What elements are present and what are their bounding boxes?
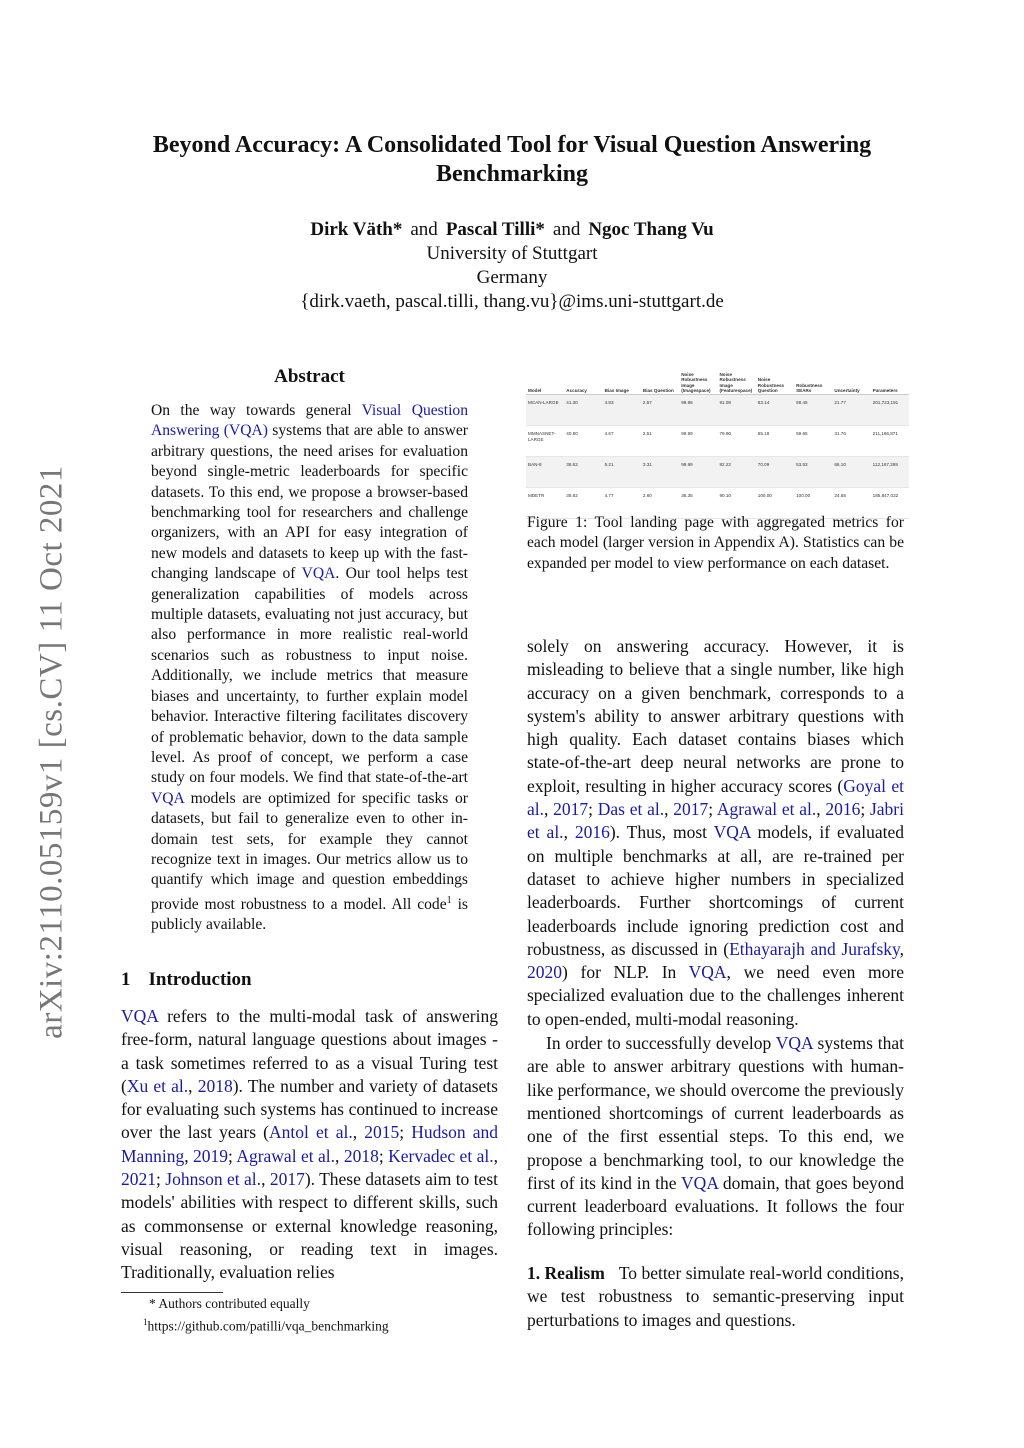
paragraph: VQA refers to the multi-modal task of answering free-form, natural language questions about images - a task sometimes referred to as a visual Turing test (Xu et al., 2018). The number and variety of datasets for evaluating such systems has continued to increase over the last years (Antol et al., 2015; Hudson and Manning, 2019; Agrawal et al., 2018; Kervadec et al., 2021; Johnson et al., 2017). These datasets aim to test models' abilities with respect to different skills, such as commonsense or external knowledge reasoning, visual reasoning, or reading text in images. Traditionally, evaluation relies (121, 1006, 499, 1283)
text: . Our tool helps test generalization capabilities of models across multiple datasets, evaluating not just accuracy, but also performance in more realistic real-world scenarios such as robustness to input noise. Additionally, we include metrics that measure biases and uncertainty, to further explain model behavior. Interactive filtering facilitates discovery of problematic behavior, down to the data sample level. As proof of concept, we perform a case study on four models. We find that state-of-the-art (151, 565, 468, 787)
paragraph (527, 1032, 904, 1242)
section-number: 1 (121, 969, 131, 990)
footnote-equal-contribution: * Authors contributed equally (149, 1296, 310, 1311)
column-header[interactable]: Model (526, 366, 564, 395)
citation-year-link[interactable]: 2017 (269, 1169, 305, 1190)
table-cell: 79.90 (717, 426, 755, 457)
table-cell: 201,723,191 (871, 395, 909, 426)
text: refers to the multi-modal task of answering free-form, natural language questions about images - a task sometimes referred to as a visual Turing test ( (121, 1006, 498, 1096)
table-cell: 99.99 (679, 457, 717, 488)
table-cell: 99.96 (679, 395, 717, 426)
table-cell: 100.00 (794, 488, 832, 519)
author-emails: {dirk.vaeth, pascal.tilli, thang.vu}@ims.uni-stuttgart.de (300, 291, 724, 312)
column-header[interactable]: Robustness SEARs (794, 366, 832, 395)
author-separator: and (552, 219, 581, 240)
table-row[interactable] (526, 426, 909, 457)
author-name: Ngoc Thang Vu (588, 219, 714, 240)
author-name: Pascal Tilli* (445, 219, 545, 240)
text: In order to successfully develop (546, 1033, 776, 1054)
acronym-link[interactable]: VQA (151, 789, 184, 807)
citation-link[interactable]: Das et al. (597, 799, 665, 820)
table-cell: 24.58 (832, 488, 870, 519)
column-header[interactable]: Bias Image (603, 366, 641, 395)
acronym-link[interactable]: VQA (713, 822, 751, 843)
table-cell: 100.00 (756, 488, 794, 519)
table-cell: 90.10 (717, 488, 755, 519)
table-cell: 59.65 (794, 426, 832, 457)
text: ). The number and variety of datasets for evaluating such systems has continued to increase over the last years ( (121, 1075, 498, 1143)
table-cell: 2.60 (641, 488, 679, 519)
citation-year-link[interactable]: 2017 (673, 799, 709, 820)
citation-link[interactable]: Agrawal et al. (716, 799, 817, 820)
affiliation: University of Stuttgart (426, 243, 598, 264)
table-row[interactable] (526, 457, 909, 488)
table-body (526, 395, 909, 519)
acronym-link[interactable]: VQA (301, 565, 336, 583)
figure-caption: Figure 1: Tool landing page with aggregated metrics for each model (larger version in Appendix A). Statistics can be expanded per model to view performance on each dataset. (527, 514, 904, 572)
column-header[interactable]: Bias Question (641, 366, 679, 395)
table-cell: 63.14 (756, 395, 794, 426)
citation-year-link[interactable]: 2016 (574, 822, 610, 843)
acronym-link[interactable]: Visual Question Answering (VQA) (151, 402, 468, 440)
table-cell: 185,847,022 (871, 488, 909, 519)
table-cell: 99.99 (679, 426, 717, 457)
author-names (160, 218, 864, 242)
citation-year-link[interactable]: 2019 (193, 1145, 228, 1166)
citation-link[interactable]: Kervadec et al. (388, 1145, 494, 1166)
table-cell: 38.62 (564, 457, 602, 488)
citation-year-link[interactable]: 2018 (197, 1075, 233, 1096)
text: To better simulate real-world conditions, we test robustness to semantic-preserving input perturbations to images and questions. (527, 1263, 904, 1330)
citation-year-link[interactable]: 2021 (121, 1169, 156, 1190)
text: is publicly available. (151, 895, 468, 934)
column-header[interactable]: Noise Robustness Image (Featurespace) (717, 366, 755, 395)
table-cell: 66.10 (832, 457, 870, 488)
code-url[interactable]: https://github.com/patilli/vqa_benchmarking (147, 1318, 389, 1334)
author-name: Dirk Väth* (310, 219, 403, 240)
column-header[interactable]: Noise Robustness Question (756, 366, 794, 395)
citation-year-link[interactable]: 2016 (825, 799, 861, 820)
table-cell: 5.21 (603, 457, 641, 488)
table-cell: 40.80 (564, 426, 602, 457)
table-cell: 82.22 (717, 457, 755, 488)
table-cell: MMNASNET-LARGE (526, 426, 564, 457)
column-header[interactable]: Uncertainty (832, 366, 870, 395)
abstract-heading: Abstract (274, 366, 345, 387)
footnotes (121, 1295, 498, 1336)
acronym-link[interactable]: VQA (775, 1033, 813, 1054)
table-cell: 211,166,871 (871, 426, 909, 457)
table-cell: 53.53 (794, 457, 832, 488)
text: models are optimized for specific tasks or datasets, but fail to generalize even to other in-domain test sets, for example they cannot recognize text in images. Our metrics allow us to quantify which image and question embeddings provide most robustness to a model. All code (151, 789, 468, 913)
citation-link[interactable]: Jabri et al. (527, 799, 904, 843)
right-column-body (527, 635, 904, 1242)
leaderboard-table (526, 366, 909, 519)
citation-link[interactable]: Antol et al. (268, 1122, 353, 1143)
table-cell: 31.76 (832, 426, 870, 457)
acronym-link[interactable]: VQA (681, 1172, 718, 1193)
figure-leaderboard-screenshot (526, 366, 909, 496)
table-cell: 2.51 (641, 426, 679, 457)
table-cell: 2.57 (641, 395, 679, 426)
citation-year-link[interactable]: 2018 (343, 1145, 379, 1166)
abstract-body (151, 401, 468, 936)
text: models, if evaluated on multiple benchmarks at all, are re-trained per dataset to achieve higher numbers in specialized leaderboards. Further shortcomings of current leaderboards include ignoring prediction cost and robustness, as discussed in ( (527, 822, 904, 959)
principle-realism (527, 1262, 904, 1332)
table-cell: BAN-8 (526, 457, 564, 488)
table-cell: 36.82 (564, 488, 602, 519)
table-cell: 65.18 (756, 426, 794, 457)
table-cell: 36.35 (679, 488, 717, 519)
footnote-marker[interactable]: 1 (446, 894, 452, 906)
table-cell: 112,167,298 (871, 457, 909, 488)
table-cell: 4.83 (603, 395, 641, 426)
text: ). These datasets aim to test models' abilities with respect to different skills, such as commonsense or external knowledge reasoning, visual reasoning, or reading text in images. Traditionally, evaluation relies (121, 1169, 498, 1283)
column-header[interactable]: Parameters (871, 366, 909, 395)
citation-year-link[interactable]: 2020 (527, 962, 562, 983)
citation-link[interactable]: Hudson and Manning (121, 1122, 499, 1166)
table-row[interactable] (526, 395, 909, 426)
footnote-code-url (121, 1313, 498, 1336)
table-cell: MDETR (526, 488, 564, 519)
table-cell: 59.45 (794, 395, 832, 426)
text: On the way towards general (151, 402, 362, 419)
text: ) for NLP. In (562, 962, 689, 983)
column-header[interactable]: Noise Robustness Image (Imagespace) (679, 366, 717, 395)
citation-link[interactable]: Goyal et al. (527, 775, 904, 820)
text: ). Thus, most (609, 822, 714, 843)
table-cell: 4.77 (603, 488, 641, 519)
paragraph: solely on answering accuracy. However, it is misleading to believe that a single number, like high accuracy on a given benchmark, corresponds to a system's ability to answer arbitrary questions with high quality. Each dataset contains biases which state-of-the-art deep neural networks are prone to exploit, resulting in higher accuracy scores (Goyal et al., 2017; Das et al., 2017; Agrawal et al., 2016; Jabri et al., 2016). Thus, most VQA models, if evaluated on multiple benchmarks at all, are re-trained per dataset to achieve higher numbers in specialized leaderboards. Further shortcomings of current leaderboards include ignoring prediction cost and robustness, as discussed in (Ethayarajh and Jurafsky, 2020) for NLP. In VQA, we need even more specialized evaluation due to the challenges inherent to open-ended, multi-modal reasoning. (527, 636, 905, 1029)
author-block (160, 218, 864, 314)
text: , we need even more specialized evaluation due to the challenges inherent to open-ended, multi-modal reasoning. (527, 962, 904, 1029)
introduction-body (121, 1005, 498, 1285)
acronym-link[interactable]: VQA (688, 962, 727, 983)
arxiv-identifier-stamp: arXiv:2110.05159v1 [cs.CV] 11 Oct 2021 (33, 465, 70, 1039)
citation-year-link[interactable]: 2015 (364, 1122, 400, 1143)
column-header[interactable]: Accuracy (564, 366, 602, 395)
citation-year-link[interactable]: 2017 (553, 799, 589, 820)
table-header-row (526, 366, 909, 395)
section-title: Introduction (148, 969, 252, 990)
table-cell: 41.30 (564, 395, 602, 426)
section-heading-introduction (121, 969, 252, 991)
citation-link[interactable]: Xu et al. (126, 1075, 189, 1096)
country: Germany (476, 267, 548, 288)
paper-title: Beyond Accuracy: A Consolidated Tool for Visual Question Answering Benchmarking (152, 132, 872, 187)
principle-label: 1. Realism (527, 1263, 605, 1283)
table-cell: MCAN-LARGE (526, 395, 564, 426)
text: systems that are able to answer arbitrary questions, the need arises for evaluation beyond single-metric leaderboards for specific datasets. To this end, we propose a browser-based benchmarking tool for researchers and challenge organizers, with an API for easy integration of new models and datasets to keep up with the fast-changing landscape of (151, 422, 468, 583)
footnote-divider (121, 1292, 223, 1293)
text: domain, that goes beyond current leaderboard evaluations. It follows the four following principles: (527, 1172, 905, 1240)
footnote-number: 1 (143, 1317, 148, 1327)
table-cell: 91.09 (717, 395, 755, 426)
acronym-link[interactable]: VQA (121, 1006, 158, 1026)
citation-link[interactable]: Ethayarajh and Jurafsky (729, 938, 900, 959)
paragraph (527, 1262, 904, 1332)
author-separator: and (410, 219, 438, 240)
table-cell: 70.09 (756, 457, 794, 488)
table-cell: 4.67 (603, 426, 641, 457)
table-cell: 3.31 (641, 457, 679, 488)
text: solely on answering accuracy. However, it is misleading to believe that a single number, like high accuracy on a given benchmark, corresponds to a system's ability to answer arbitrary questions with high quality. Each dataset contains biases which state-of-the-art deep neural networks are prone to exploit, resulting in higher accuracy scores ( (527, 636, 904, 796)
text: systems that are able to answer arbitrary questions with human-like performance, we should overcome the previously mentioned shortcomings of current leaderboards as one of the first essential steps. To this end, we propose a benchmarking tool, to our knowledge the first of its kind in the (527, 1033, 904, 1193)
citation-link[interactable]: Johnson et al. (165, 1169, 262, 1190)
table-cell: 21.77 (832, 395, 870, 426)
citation-link[interactable]: Agrawal et al. (236, 1145, 336, 1166)
